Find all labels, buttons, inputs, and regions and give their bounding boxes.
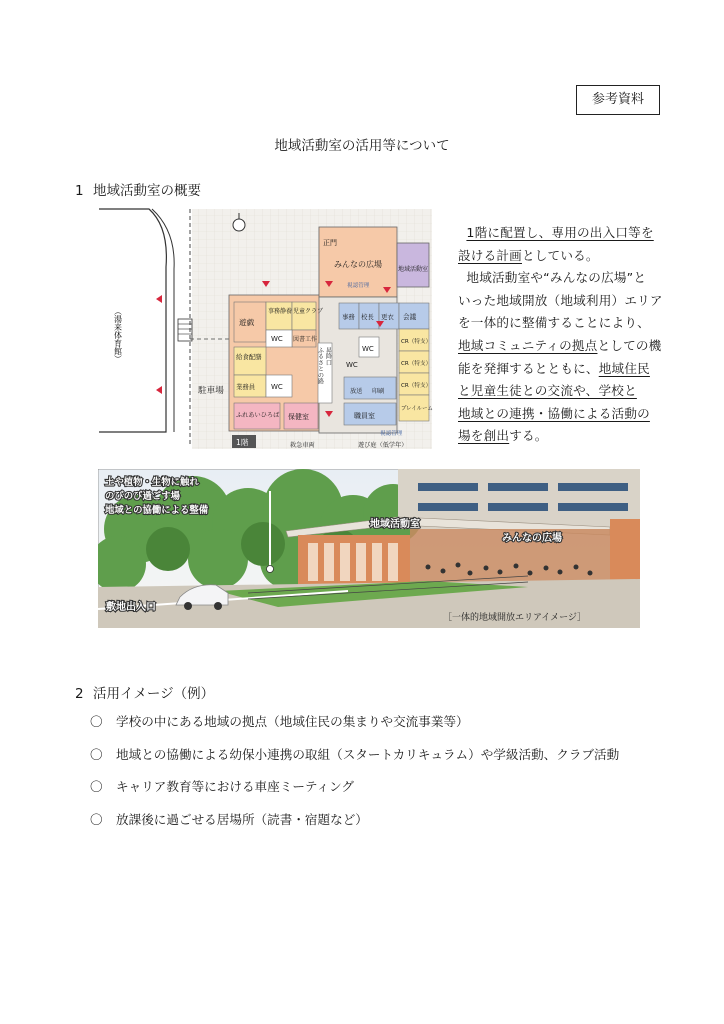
wc-1-label: WC (271, 335, 283, 343)
seal-bottom-label: 視認管理 (380, 431, 403, 437)
list-item (90, 809, 619, 842)
list-item (90, 776, 619, 809)
kocho-label: 校長 (361, 313, 374, 321)
kaigi-label: 会議 (403, 313, 417, 321)
para-line-8: と児童生徒との交流や、学校と (458, 383, 637, 399)
kyukyu-label: 救急車両 (290, 442, 315, 449)
para-line-3: 地域活動室や“みんなの広場”と (466, 270, 647, 286)
insatsu-label: 印刷 (372, 388, 385, 395)
hoso-label: 放送 (350, 388, 363, 395)
bullet-circle-icon: 〇 (90, 811, 103, 827)
para-line-6: としての機 (597, 337, 662, 353)
reference-material-badge: 参考資料 (576, 85, 660, 115)
gym-label: （湯来体育館） (113, 307, 123, 363)
shokoguchi-label: 昇降口 (324, 347, 332, 366)
section-2-heading (75, 682, 214, 702)
cr-3-label: CR（特支） (401, 383, 432, 389)
callout-line-3: 地域との協働による整備 (105, 505, 209, 516)
section-1-title: 地域活動室の概要 (93, 183, 201, 199)
bullet-circle-icon: 〇 (90, 779, 103, 794)
chiiki-katsudo-label: 地域活動室 (398, 266, 429, 273)
list-item-text: キャリア教育等における車座ミーティング (116, 779, 355, 794)
plaza-label: みんなの広場 (502, 533, 562, 544)
document-title: 地域活動室の活用等について (274, 138, 450, 154)
list-item (90, 711, 619, 744)
seal-top-label: 視認管理 (347, 283, 370, 289)
jido-club-label: 児童クラブ (293, 308, 324, 315)
illustration-caption: ［一体的地域開放エリアイメージ］ (443, 613, 587, 623)
wc-4-label: WC (346, 361, 358, 369)
toshokan-label: 図書工作 (293, 336, 318, 343)
para-line-9: 地域との連携・協働による活動の (458, 405, 650, 421)
gyomuin-label: 業務員 (236, 383, 256, 391)
para-line-10-underlined: 場を創出 (458, 428, 510, 444)
koui-label: 更衣 (381, 313, 394, 321)
furusato-label: ふるさとの路 (316, 347, 324, 385)
cr-1-label: CR（特支） (401, 339, 432, 345)
list-item-text: 放課後に過ごせる居場所（読書・宿題など） (116, 811, 368, 827)
cr-2-label: CR（特支） (401, 361, 432, 367)
main-gate-label: 正門 (323, 239, 337, 247)
para-line-5: を一体的に整備することにより、 (458, 315, 650, 331)
floor-label: 1階 (236, 438, 249, 447)
para-line-7-underlined: 地域住民 (598, 360, 650, 376)
bullet-circle-icon: 〇 (90, 714, 103, 729)
para-line-2-underlined: 設ける計画 (458, 247, 522, 263)
para-line-6-underlined: 地域コミュニティの拠点 (458, 337, 598, 353)
callout-line-1: 土や植物・生物に触れ (105, 477, 199, 488)
wc-3-label: WC (362, 345, 374, 353)
list-item-text: 地域との協働による幼保小連携の取組（スタートカリキュラム）や学級活動、クラブ活動 (116, 746, 620, 762)
playroom-label: プレイルーム (401, 406, 433, 412)
compass-icon (233, 219, 245, 231)
para-line-4: いった地域開放（地域利用）エリア (458, 292, 663, 308)
section-2-number: 2 (75, 686, 84, 702)
yugi-label: 遊戯 (239, 318, 255, 327)
bullet-circle-icon: 〇 (90, 746, 103, 762)
floor-plan (94, 207, 434, 451)
section-1-paragraph (458, 222, 663, 448)
parking-label: 駐車場 (198, 386, 224, 396)
jimu-seido-label: 事務静養 (268, 308, 293, 315)
list-item-text: 学校の中にある地域の拠点（地域住民の集まりや交流事業等） (116, 714, 469, 729)
asobiba-label: 遊び庭（低学年） (358, 442, 408, 449)
fureai-label: ふれあいひろば (236, 412, 280, 419)
section-2-title: 活用イメージ（例） (93, 686, 215, 702)
area-illustration (98, 469, 640, 628)
wc-2-label: WC (271, 383, 283, 391)
para-line-7: 能を発揮するとともに、 (458, 360, 599, 376)
hokenshitsu-label: 保健室 (288, 413, 309, 421)
entrance-label: 敷地出入口 (106, 602, 156, 613)
para-line-1: 1階に配置し、専用の出入口等を (466, 225, 654, 240)
kyushoku-label: 給食配膳 (236, 353, 262, 361)
jimu-label: 事務 (342, 313, 355, 321)
para-line-10: する。 (509, 428, 548, 444)
usage-list (90, 711, 619, 841)
list-item (90, 744, 619, 777)
activity-room-label: 地域活動室 (370, 519, 420, 530)
para-line-2: としている。 (521, 247, 599, 263)
section-1-heading (75, 179, 201, 199)
callout-line-2: のびのび過ごす場 (105, 491, 181, 502)
shokuin-label: 職員室 (354, 412, 375, 420)
section-1-number: 1 (75, 183, 84, 199)
minna-hiroba-label: みんなの広場 (334, 260, 382, 269)
